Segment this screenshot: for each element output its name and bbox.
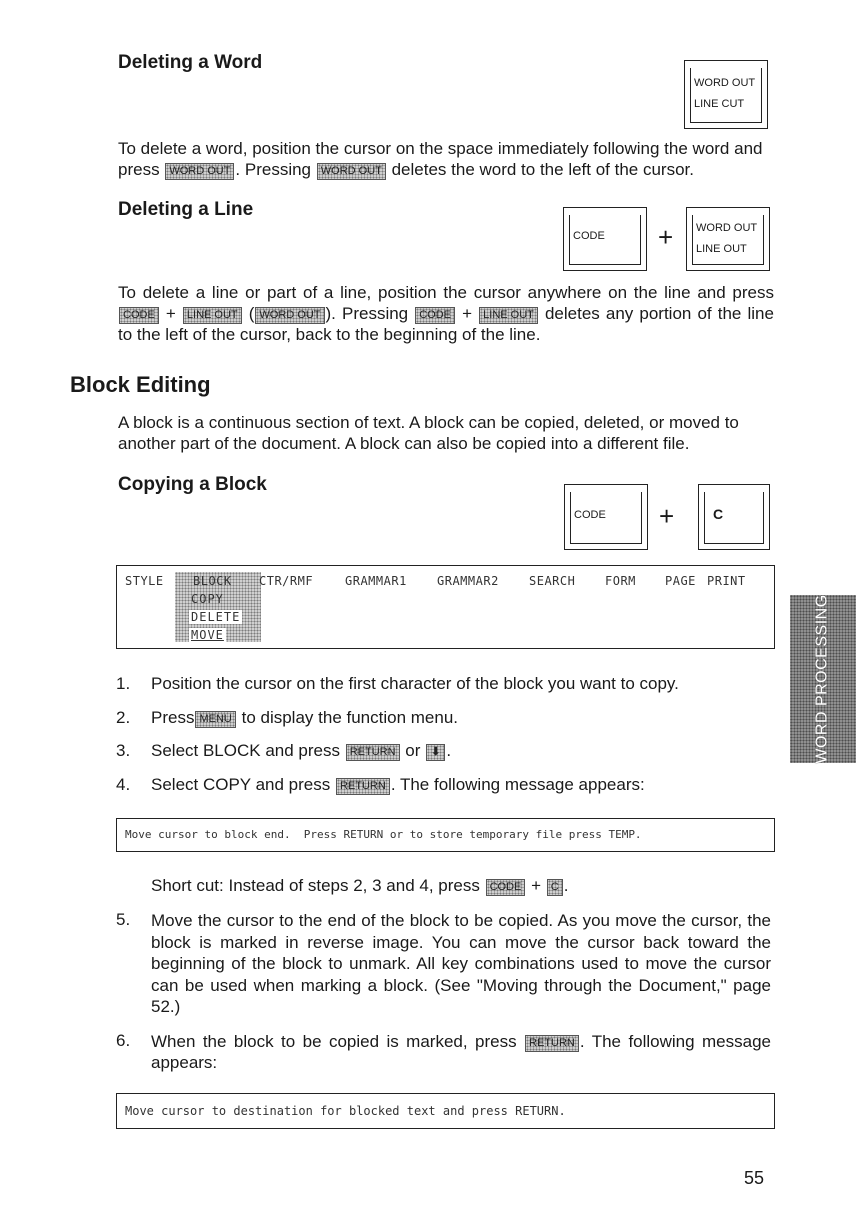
page-number: 55 [744,1168,765,1188]
menu-option-delete[interactable]: DELETE [191,610,241,624]
paragraph-deleting-word [118,138,778,180]
text: + [531,876,542,895]
line-out-key: LINE OUT [479,307,538,324]
step-text [151,741,451,761]
keycap-label: CODE [574,509,606,521]
step-text [151,1031,771,1073]
text: Short cut: Instead of steps 2, 3 and 4, press [151,876,480,895]
menu-item-print[interactable]: PRINT [707,574,746,588]
text: . [446,741,452,760]
text: or [405,741,421,760]
menu-key: MENU [195,711,235,728]
text: . Pressing [235,160,312,179]
text: Press [151,708,195,727]
menu-item-grammar1[interactable]: GRAMMAR1 [345,574,407,588]
menu-option-move[interactable]: MOVE [191,628,224,642]
text: ). Pressing [325,304,409,323]
step-text: Move the cursor to the end of the block to be copied. As you move the cursor, the block is marked in reverse image. You can move the cursor back toward the beginning of the block to unmark. All key combinations used to move the cursor can be used when marking a block. (See "Moving through the Document," page 52.) [151,911,771,1016]
text: to display the function menu. [241,708,459,727]
plus-sign: + [658,222,674,252]
line-out-key-diagram [686,207,770,271]
keycap-label-line1: WORD OUT [696,222,758,234]
code-key-diagram [563,207,647,271]
return-key: RETURN [346,744,400,761]
function-menu-screen [116,565,775,649]
text: To delete a line or part of a line, position the cursor anywhere on the line and press [118,283,774,302]
text: + [165,304,176,323]
heading-block-editing: Block Editing [70,372,211,397]
menu-item-grammar2[interactable]: GRAMMAR2 [437,574,499,588]
step-number: 2. [116,708,131,727]
code-key: CODE [415,307,455,324]
step-number: 1. [116,674,131,693]
paragraph-deleting-line [118,282,774,345]
code-key-diagram [564,484,648,550]
keycap-label-line2: LINE OUT [696,243,747,255]
code-key: CODE [119,307,159,324]
word-out-key: WORD OUT [317,163,386,180]
menu-item-form[interactable]: FORM [605,574,636,588]
text: Select COPY and press [151,775,331,794]
text: To delete a word, position the cursor on the space immediately following the word and press [118,139,763,179]
section-side-tab [790,595,856,763]
word-out-key: WORD OUT [165,163,234,180]
keycap-label-line1: WORD OUT [694,77,756,89]
keycap-label-line2: LINE CUT [694,98,745,110]
return-key: RETURN [525,1035,579,1052]
message-box-block-end [116,818,775,852]
word-out-key-diagram [684,60,768,129]
menu-item-style[interactable]: STYLE [125,574,164,588]
keycap-label: CODE [573,230,605,242]
text: Select BLOCK and press [151,741,340,760]
shortcut-text [151,875,771,896]
menu-item-block[interactable]: BLOCK [193,574,232,588]
heading-deleting-line: Deleting a Line [118,199,254,220]
menu-item-page[interactable]: PAGE [665,574,696,588]
down-arrow-key-icon: ⬇ [426,744,445,761]
step-text [151,708,458,728]
menu-option-copy[interactable]: COPY [191,592,224,606]
text: . The following message appears: [390,775,645,794]
side-tab-label: WORD PROCESSING [814,594,832,764]
heading-copying-block: Copying a Block [118,474,267,495]
menu-item-ctr-rmf[interactable]: CTR/RMF [259,574,314,588]
code-key: CODE [486,879,526,896]
text: ( [248,304,255,323]
paragraph-block-editing: A block is a continuous section of text. A block can be copied, deleted, or moved to another part of the document. A block can also be copied into a different file. [118,413,739,453]
heading-deleting-word: Deleting a Word [118,52,263,73]
text: . The following message appears: [151,1032,771,1072]
step-number: 5. [116,910,131,929]
return-key: RETURN [336,778,390,795]
message-box-destination [116,1093,775,1129]
text: + [462,304,473,323]
c-key: C [547,879,563,896]
text: deletes the word to the left of the cursor. [391,160,694,179]
menu-item-search[interactable]: SEARCH [529,574,576,588]
plus-sign: + [659,501,675,531]
word-out-key: WORD OUT [255,307,324,324]
keycap-label: C [713,506,724,522]
message-text: Move cursor to block end. Press RETURN or to store temporary file press TEMP. [125,828,642,841]
step-number: 6. [116,1031,131,1050]
c-key-diagram [698,484,770,550]
text: deletes any portion of the line to the left of the cursor, back to the beginning of the line. [118,304,774,344]
text: . [563,876,569,895]
message-text: Move cursor to destination for blocked text and press RETURN. [125,1104,566,1118]
step-text: Position the cursor on the first character of the block you want to copy. [151,674,679,693]
step-number: 4. [116,775,131,794]
step-text [151,775,645,795]
text: When the block to be copied is marked, press [151,1032,517,1051]
line-out-key: LINE OUT [183,307,242,324]
step-number: 3. [116,741,131,760]
